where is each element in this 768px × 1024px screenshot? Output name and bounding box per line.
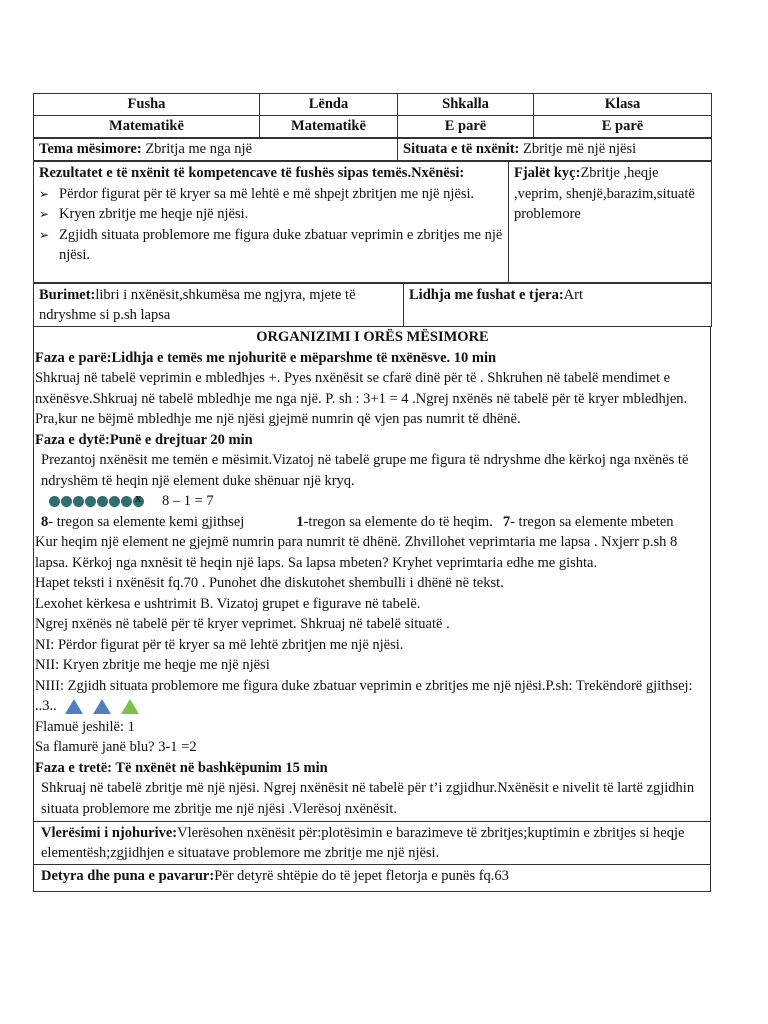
lesson-plan [33, 93, 711, 892]
faza3-text: Shkruaj në tabelë zbritje më një njësi. Ngrej nxënësit në tabelë për t’i zgjidhur.Nxënësit e nivelit të lartë zgjidhin situata problemore me zbritje me një njësi .Vlerësoj nxënësit. [41, 780, 695, 817]
list-item: ➢ Kryen zbritje me heqje një njësi. [39, 204, 503, 225]
val-lenda: Matematikë [260, 116, 398, 138]
col-shkalla: Shkalla [398, 94, 534, 116]
faza3-title [34, 758, 710, 779]
faza2-line: NI: Përdor figurat për të kryer sa më lehtë zbritjen me një njësi. [35, 636, 404, 653]
legend-row [34, 512, 710, 533]
burimet-cell [34, 284, 404, 327]
vleresimi-box [33, 822, 711, 865]
situata-cell [398, 139, 712, 161]
faza2-line: Hapet teksti i nxënësit fq.70 . Punohet dhe diskutohet shembulli i dhënë në tekst. [35, 575, 504, 591]
apple-icon [73, 496, 84, 507]
lidhja-value: Art [563, 287, 583, 303]
legend-n1: 1 [296, 513, 304, 530]
burimet-label: Burimet: [39, 287, 96, 303]
faza2-line: Lexohet kërkesa e ushtrimit B. Vizatoj grupet e figurave në tabelë. [35, 595, 421, 612]
apples-row [34, 491, 710, 512]
lidhja-cell [404, 284, 712, 327]
rezultatet-table [33, 161, 712, 283]
niii-text: NIII: Zgjidh situata problemore me figura duke zbatuar veprimin e zbritjes me një njësi.P.sh: Trekëndorë gjithsej: ..3.. [35, 677, 693, 714]
val-klasa: E parë [534, 116, 712, 138]
tema-label: Tema mësimore: [39, 141, 142, 157]
apple-icon [49, 496, 60, 507]
apple-icon [121, 496, 132, 507]
rezultatet-list [39, 184, 503, 266]
fjalet-value: Zbritje ,heqje ,veprim, shenjë,barazim,situatë problemore [514, 165, 695, 222]
burimet-value: libri i nxënësit,shkumësa me ngjyra, mjete të ndryshme si p.sh lapsa [39, 287, 356, 323]
legend-n8: 8 [41, 513, 49, 530]
vleresimi-value: Vlerësohen nxënësit për:plotësimin e barazimeve të zbritjes;kuptimin e zbritjes si heqje elementësh;zgjidhjen e situatave problemore me zbritje me një njësi. [41, 825, 685, 861]
lidhja-label: Lidhja me fushat e tjera: [409, 287, 564, 303]
faza1-title-text: Faza e parë:Lidhja e temës me njohuritë e mëparshme të nxënësve. 10 min [35, 349, 497, 366]
col-lenda: Lënda [260, 94, 398, 116]
tema-cell [34, 139, 398, 161]
list-item: ➢ Përdor figurat për të kryer sa më lehtë e më shpejt zbritjen me një njësi. [39, 184, 503, 205]
crossed-apple-icon [133, 496, 144, 507]
flamure-line: Sa flamurë janë blu? 3-1 =2 [35, 739, 197, 755]
equation: 8 – 1 = 7 [162, 493, 214, 509]
faza2-intro: Prezantoj nxënësit me temën e mësimit.Vizatoj në tabelë grupe me figura të ndryshme dhe kërkoj nga nxënës të ndryshëm të heqin një element duke shënuar një kryq. [41, 452, 689, 489]
detyra-value: Për detyrë shtëpie do të jepet fletorja e punës fq.63 [214, 868, 509, 884]
apple-icon [61, 496, 72, 507]
blue-triangle-icon [65, 699, 83, 714]
tema-table [33, 138, 712, 161]
legend-t8: - tregon sa elemente kemi gjithsej [48, 513, 245, 530]
legend-n7: 7 [502, 513, 511, 530]
flamue-line: Flamuë jeshilë: 1 [35, 718, 135, 735]
fjalet-label: Fjalët kyç: [514, 165, 581, 181]
apple-icon [85, 496, 96, 507]
faza2-line: NII: Kryen zbritje me heqje me një njësi [35, 657, 270, 673]
detyra-label: Detyra dhe puna e pavarur: [41, 868, 215, 884]
col-klasa: Klasa [534, 94, 712, 116]
detyra-box [33, 865, 711, 892]
legend-t1: -tregon sa elemente do të heqim. [303, 513, 493, 530]
legend-t7: - tregon sa elemente mbeten [510, 513, 674, 530]
faza1-text: Shkruaj në tabelë veprimin e mbledhjes +. Pyes nxënësit se cfarë dinë për të . Shkruhen në tabelë mendimet e nxënësve.Shkruaj në tabelë mbledhje me nga një. P. sh : 3+1 = 4 .Ngrej nxënës në tabelë për të kryer mbledhjen. Pra,kur ne bëjmë mbledhje me një njësi gjejmë numrin që vjen pas numrit të dhënë. [35, 370, 688, 427]
faza1-title [34, 348, 710, 369]
fjalet-cell [509, 162, 712, 283]
tema-value: Zbritja me nga një [141, 141, 253, 157]
col-fusha: Fusha [34, 94, 260, 116]
apple-icon [97, 496, 108, 507]
faza2-line: Kur heqim një element ne gjejmë numrin para numrit të dhënë. Zhvillohet veprimtaria me lapsa . Nxjerr p.sh 8 lapsa. Kërkoj nga nxnësit të heqin një laps. Sa lapsa mbeten? Kryhet veprimtaria edhe me gishta. [35, 534, 678, 571]
rezultatet-heading: Rezultatet e të nxënit të kompetencave të fushës sipas temës.Nxënësi: [39, 165, 465, 181]
organizimi-title: ORGANIZIMI I ORËS MËSIMORE [256, 329, 489, 345]
green-triangle-icon [121, 699, 139, 714]
blue-triangle-icon [93, 699, 111, 714]
main-section [33, 327, 711, 822]
burimet-table [33, 283, 712, 327]
faza2-line: Ngrej nxënës në tabelë për të kryer veprimet. Shkruaj në tabelë situatë . [35, 616, 450, 632]
situata-label: Situata e të nxënit: [403, 141, 520, 157]
faza2-title-text: Faza e dytë:Punë e drejtuar 20 min [35, 431, 253, 448]
faza2-title [34, 430, 710, 451]
val-shkalla: E parë [398, 116, 534, 138]
list-item: ➢ Zgjidh situata problemore me figura duke zbatuar veprimin e zbritjes me një njësi. [39, 225, 503, 266]
header-table [33, 93, 712, 138]
niii-line [34, 676, 710, 717]
vleresimi-label: Vlerësimi i njohurive: [41, 825, 178, 841]
faza3-title-text: Faza e tretë: Të nxënët në bashkëpunim 15 min [35, 759, 328, 776]
val-fusha: Matematikë [34, 116, 260, 138]
situata-value: Zbritje më një njësi [519, 141, 637, 157]
rezultatet-cell [34, 162, 509, 283]
apple-icon [109, 496, 120, 507]
apple-group [49, 496, 144, 507]
